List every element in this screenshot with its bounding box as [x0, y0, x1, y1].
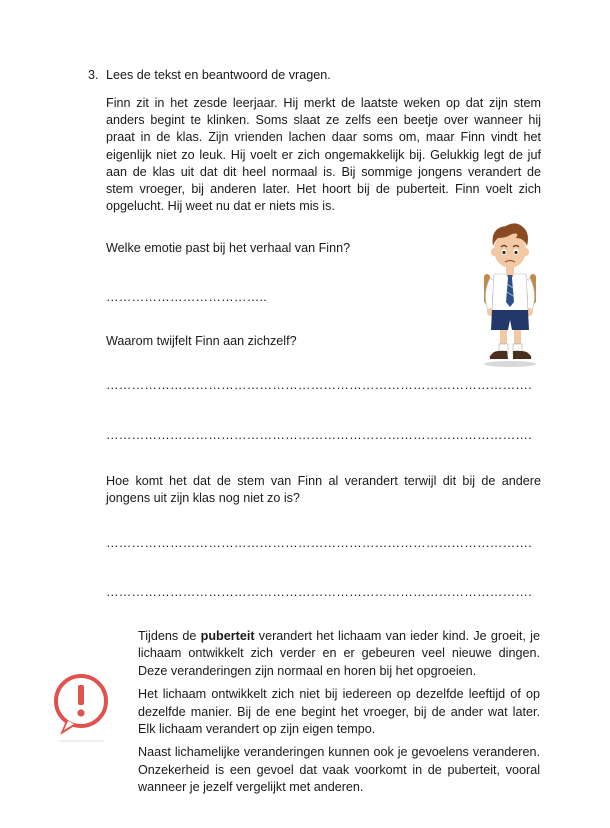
info-paragraph-2: Het lichaam ontwikkelt zich niet bij iedereen op dezelfde leeftijd of op dezelfde manier. Bij de ene begint het vroeger, bij de ander wat later. Elk lichaam verandert op zijn eigen tempo. — [138, 687, 540, 737]
question-1: Welke emotie past bij het verhaal van Finn? — [106, 241, 351, 255]
schoolboy-illustration — [476, 216, 544, 368]
answer-line-1[interactable]: ……………………………….. — [106, 290, 267, 304]
answer-line-2b[interactable]: ………………………………………………………………………………………. — [106, 428, 532, 442]
task-instruction — [88, 67, 331, 83]
question-2: Waarom twijfelt Finn aan zichzelf? — [106, 334, 297, 348]
answer-line-3b[interactable]: ………………………………………………………………………………………. — [106, 585, 532, 599]
answer-line-2a[interactable]: ………………………………………………………………………………………. — [106, 378, 532, 392]
question-3: Hoe komt het dat de stem van Finn al verandert terwijl dit bij de andere jongens uit zijn klas nog niet zo is? — [106, 474, 541, 505]
answer-line-3a[interactable]: ………………………………………………………………………………………. — [106, 536, 532, 550]
task-number: 3. — [88, 68, 99, 82]
info-paragraph-1: Tijdens de puberteit verandert het lichaam van ieder kind. Je groeit, je lichaam ontwikkelt zich verder en er gebeuren veel nieuwe dingen. Deze veranderingen zijn normaal en horen bij het opgroeien. — [138, 629, 540, 678]
info-paragraph-3: Naast lichamelijke veranderingen kunnen ook je gevoelens veranderen. Onzekerheid is een gevoel dat vaak voorkomt in de puberteit, vooral wanneer je jezelf vergelijkt met anderen. — [138, 745, 540, 795]
info-box — [138, 628, 540, 803]
task-instruction-text: Lees de tekst en beantwoord de vragen. — [106, 68, 331, 82]
keyword-puberteit: puberteit — [200, 629, 255, 643]
exclamation-speech-bubble-icon — [52, 673, 110, 745]
story-text: Finn zit in het zesde leerjaar. Hij merkt de laatste weken op dat zijn stem anders begint te klinken. Soms slaat ze zelfs een beetje over wanneer hij praat in de klas. Zijn vrienden lachen daar soms om, maar Finn vindt het eigenlijk niet zo leuk. Hij voelt er zich ongemakkelijk bij. Gelukkig legt de juf aan de klas uit dat dit heel normaal is. Bij sommige jongens verandert de stem vroeger, bij anderen later. Het hoort bij de puberteit. Finn voelt zich opgelucht. Hij weet nu dat er niets mis is. — [106, 96, 541, 214]
